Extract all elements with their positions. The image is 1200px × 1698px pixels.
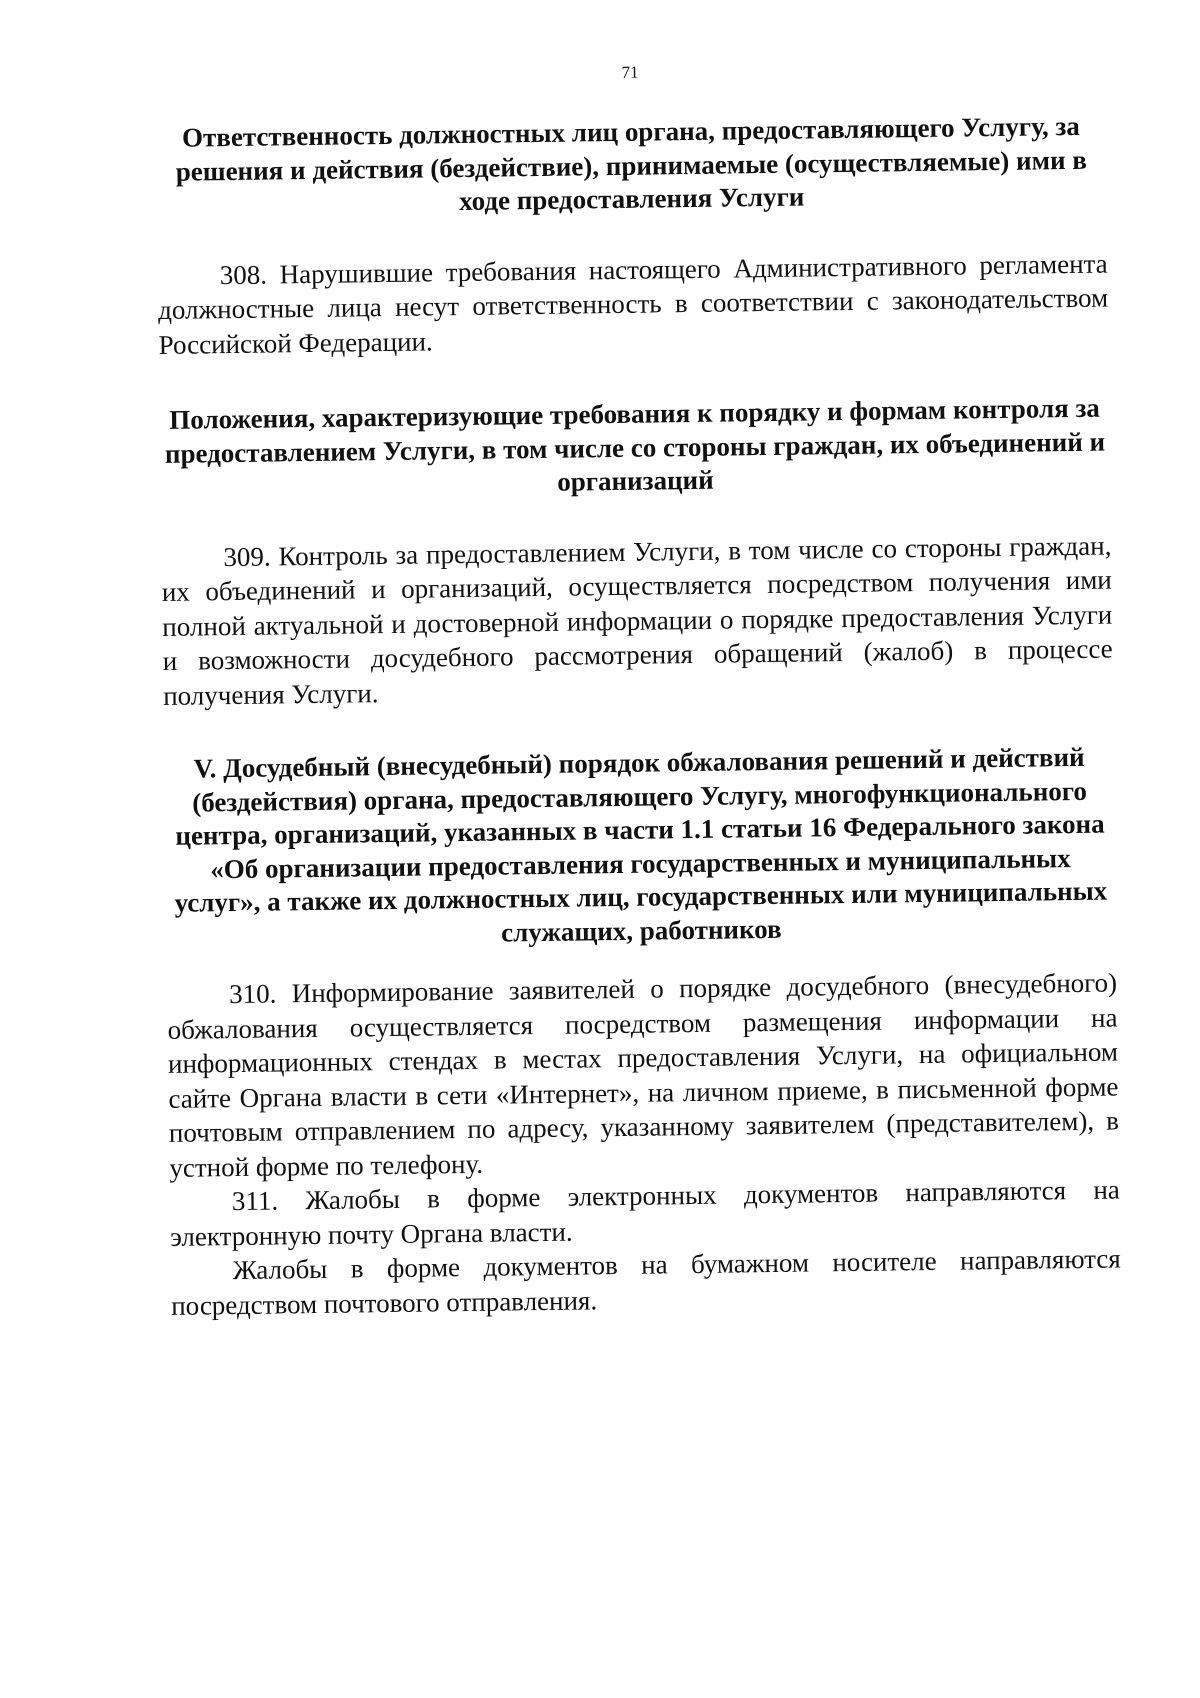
page-number: 71 [621,62,639,82]
paragraph-309: 309. Контроль за предоставлением Услуги, в том числе со стороны граждан, их объединений и организаций, осуществляется посредством получения ими полной актуальной и достоверной информации о порядке предоставления Услуги и возможности досудебного рассмотрения обращений (жалоб) в процессе получения Услуги. [161,530,1113,711]
paragraph-308: 308. Нарушившие требования настоящего Административного регламента должностные лица несут ответственность в соответствии с законодательством Российской Федерации. [157,248,1109,360]
section-heading-responsibility: Ответственность должностных лиц органа, предоставляющего Услугу, за решения и действия (бездействие), принимаемые (осуществляемые) ими в ходе предоставления Услуги [175,110,1088,217]
chapter-heading-appeal: V. Досудебный (внесудебный) порядок обжалования решений и действий (бездействия) органа, предоставляющего Услугу, многофункционального центра, организаций, указанных в части 1.1 статьи 16 Федерального закона «Об организации предоставления государственных и муниципальных услуг», а также их должностных лиц, государственных или муниципальных служащих, работников [174,741,1108,948]
document-content [155,56,1121,1323]
paragraph-310: 310. Информирование заявителей о порядке досудебного (внесудебного) обжалования осуществляется посредством размещения информации на информационных стендах в местах предоставления Услуги, на официальном сайте Органа власти в сети «Интернет», на личном приеме, в письменной форме почтовым отправлением по адресу, указанному заявителем (представителем), в устной форме по телефону. [167,967,1120,1183]
paragraph-311: 311. Жалобы в форме электронных документов направляются на электронную почту Органа власти. [170,1174,1120,1252]
paragraph-311-continued: Жалобы в форме документов на бумажном носителе направляются посредством почтового отправления. [171,1243,1121,1321]
section-heading-control: Положения, характеризующие требования к порядку и формам контроля за предоставлением Услуги, в том числе со стороны граждан, их объединений и организаций [164,392,1106,497]
